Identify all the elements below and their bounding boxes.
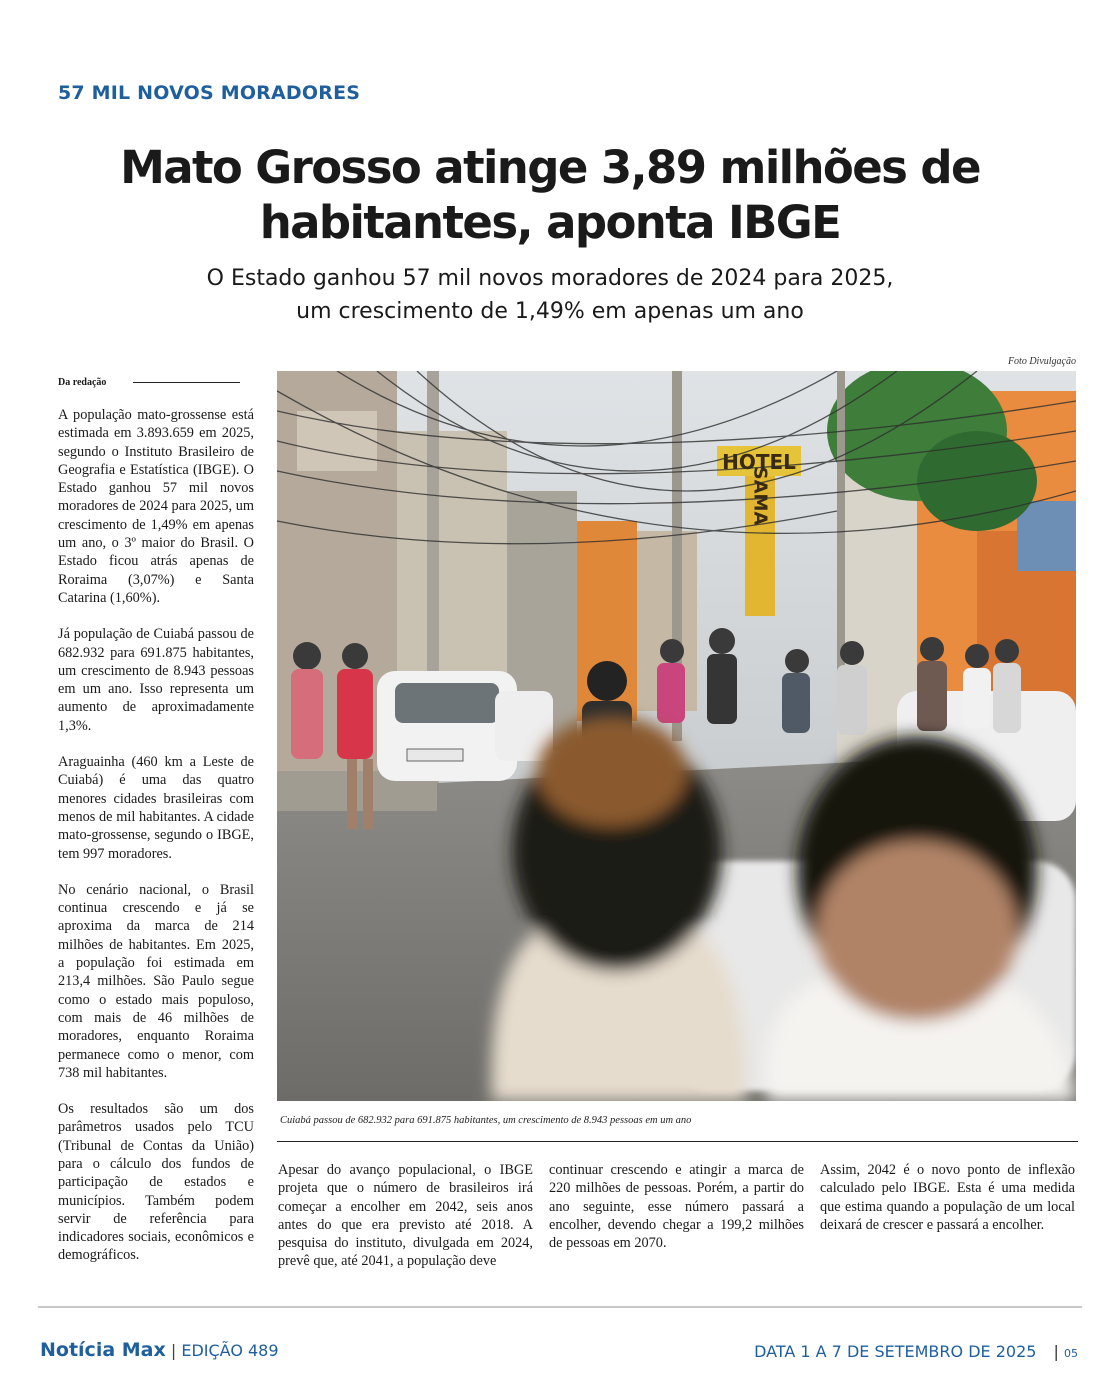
byline-rule [133, 382, 240, 383]
footer-masthead [40, 1339, 279, 1361]
footer-edition: EDIÇÃO 489 [181, 1341, 279, 1360]
photo-caption: Cuiabá passou de 682.932 para 691.875 habitantes, um crescimento de 8.943 pessoas em um ano [280, 1115, 692, 1126]
footer-page-separator: | [1053, 1342, 1059, 1361]
footer-date-page [754, 1342, 1078, 1361]
left-paragraph-1: A população mato-grossense está estimada em 3.893.659 em 2025, segundo o Instituto Brasileiro de Geografia e Estatística (IBGE). O Estado ganhou 57 mil novos moradores de 2024 para 2025, um crescimento de 1,49% em apenas um ano, o 3º maior do Brasil. O Estado ficou atrás apenas de Roraima (3,07%) e Santa Catarina (1,60%). [58, 407, 254, 606]
street-photo-illustration [277, 371, 1076, 1101]
left-paragraph-3: Araguainha (460 km a Leste de Cuiabá) é uma das quatro menores cidades brasileiras com menos de mil habitantes. A cidade mato-grossense, segundo o IBGE, tem 997 moradores. [58, 754, 254, 862]
footer-page-number: 05 [1064, 1347, 1078, 1360]
section-kicker: 57 MIL NOVOS MORADORES [58, 82, 361, 104]
byline: Da redação [58, 377, 107, 388]
sama-sign-text: SAMA [749, 466, 771, 526]
left-paragraph-2: Já população de Cuiabá passou de 682.932 para 691.875 habitantes, um crescimento de 8.943 pessoas em um ano. Isso representa um aumento de aproximadamente 1,3%. [58, 626, 254, 734]
bottom-column-1: Apesar do avanço populacional, o IBGE projeta que o número de brasileiros irá começar a encolher em 2042, seis anos antes do que era previsto até 2018. A pesquisa do instituto, divulgada em 2024, prevê que, até 2041, a população deve [278, 1162, 533, 1270]
headline-line-1: Mato Grosso atinge 3,89 milhões de [120, 141, 980, 194]
left-article-column [58, 406, 254, 1283]
footer-rule [38, 1306, 1082, 1308]
footer-brand: Notícia Max [40, 1339, 166, 1361]
footer-date: DATA 1 A 7 DE SETEMBRO DE 2025 [754, 1342, 1037, 1361]
street-photo [277, 371, 1076, 1101]
bottom-column-2: continuar crescendo e atingir a marca de 220 milhões de pessoas. Porém, a partir do ano seguinte, esse número passará a encolher, devendo chegar a 199,2 milhões de pessoas em 2070. [549, 1162, 804, 1252]
photo-credit: Foto Divulgação [1007, 356, 1076, 367]
subhead-line-2: um crescimento de 1,49% em apenas um ano [296, 299, 804, 324]
subheadline [60, 262, 1040, 328]
headline-line-2: habitantes, aponta IBGE [259, 196, 841, 249]
bottom-column-3: Assim, 2042 é o novo ponto de inflexão calculado pelo IBGE. Esta é uma medida que estima quando a população de um local deixará de crescer e passará a encolher. [820, 1162, 1075, 1233]
caption-rule [277, 1141, 1078, 1142]
hotel-sign-text: HOTEL [722, 450, 796, 474]
footer-separator: | [170, 1341, 177, 1360]
left-paragraph-4: No cenário nacional, o Brasil continua crescendo e já se aproxima da marca de 214 milhões de habitantes. Em 2025, a população foi estimada em 213,4 milhões. São Paulo segue como o estado mais populoso, com mais de 46 milhões de moradores, enquanto Roraima permanece como o menor, com 738 mil habitantes. [58, 881, 254, 1081]
headline [60, 140, 1040, 250]
left-paragraph-5: Os resultados são um dos parâmetros usados pelo TCU (Tribunal de Contas da União) para o cálculo dos fundos de participação de estados e municípios. Também podem servir de referência para indicadores sociais, econômicos e demográficos. [58, 1101, 254, 1264]
subhead-line-1: O Estado ganhou 57 mil novos moradores de 2024 para 2025, [206, 266, 894, 291]
